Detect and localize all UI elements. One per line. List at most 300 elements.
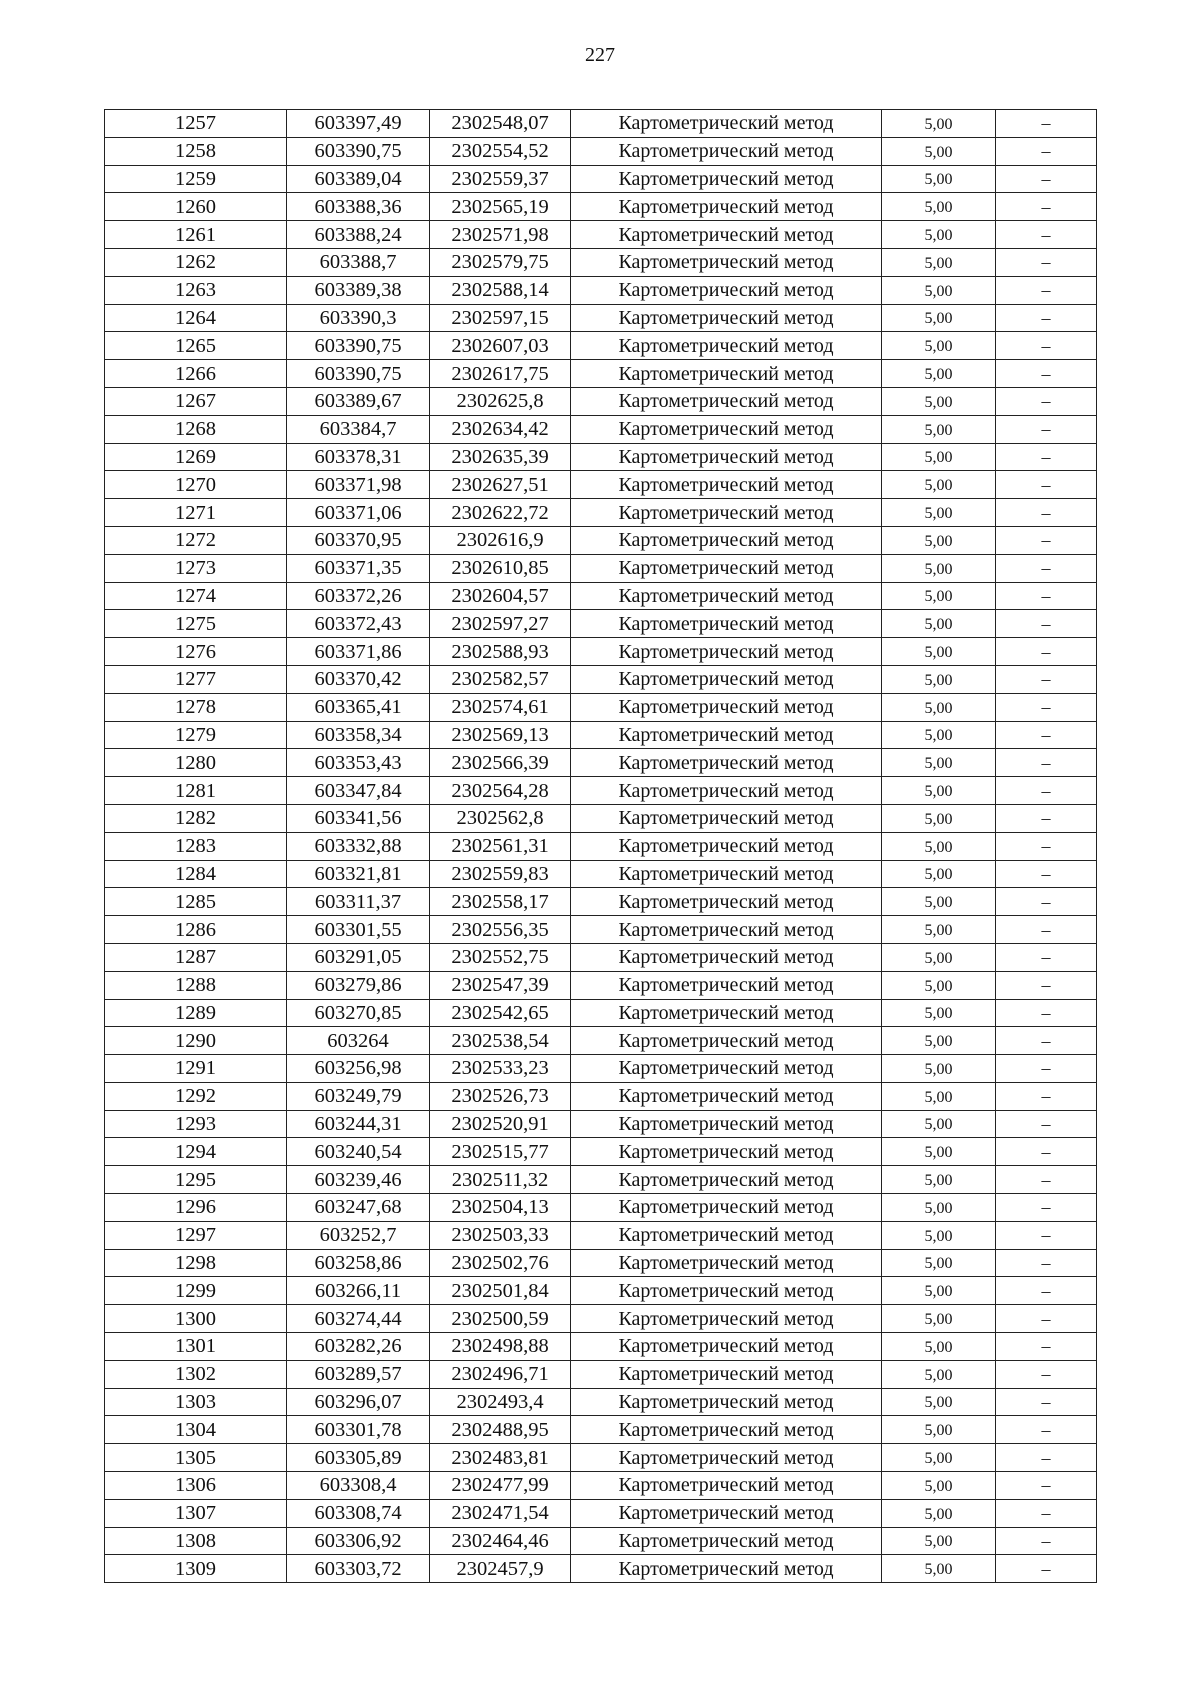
point-number-cell: 1271 (105, 499, 287, 527)
table-row (105, 943, 1097, 971)
accuracy-cell: 5,00 (882, 1055, 996, 1083)
note-cell: – (996, 721, 1097, 749)
y-coordinate-cell: 2302597,27 (430, 610, 571, 638)
x-coordinate-cell: 603370,95 (287, 526, 430, 554)
point-number-cell: 1259 (105, 165, 287, 193)
accuracy-cell: 5,00 (882, 1277, 996, 1305)
table-row (105, 665, 1097, 693)
accuracy-cell: 5,00 (882, 888, 996, 916)
x-coordinate-cell: 603371,35 (287, 554, 430, 582)
note-cell: – (996, 1499, 1097, 1527)
note-cell: – (996, 304, 1097, 332)
note-cell: – (996, 332, 1097, 360)
point-number-cell: 1272 (105, 526, 287, 554)
method-cell: Картометрический метод (571, 888, 882, 916)
point-number-cell: 1270 (105, 471, 287, 499)
accuracy-cell: 5,00 (882, 1249, 996, 1277)
method-cell: Картометрический метод (571, 1027, 882, 1055)
method-cell: Картометрический метод (571, 832, 882, 860)
method-cell: Картометрический метод (571, 804, 882, 832)
x-coordinate-cell: 603240,54 (287, 1138, 430, 1166)
y-coordinate-cell: 2302533,23 (430, 1055, 571, 1083)
x-coordinate-cell: 603389,38 (287, 276, 430, 304)
point-number-cell: 1269 (105, 443, 287, 471)
table-row (105, 1277, 1097, 1305)
x-coordinate-cell: 603266,11 (287, 1277, 430, 1305)
method-cell: Картометрический метод (571, 471, 882, 499)
y-coordinate-cell: 2302464,46 (430, 1527, 571, 1555)
accuracy-cell: 5,00 (882, 916, 996, 944)
accuracy-cell: 5,00 (882, 1444, 996, 1472)
y-coordinate-cell: 2302610,85 (430, 554, 571, 582)
accuracy-cell: 5,00 (882, 1499, 996, 1527)
note-cell: – (996, 1082, 1097, 1110)
method-cell: Картометрический метод (571, 304, 882, 332)
point-number-cell: 1296 (105, 1194, 287, 1222)
method-cell: Картометрический метод (571, 1305, 882, 1333)
method-cell: Картометрический метод (571, 1499, 882, 1527)
method-cell: Картометрический метод (571, 777, 882, 805)
x-coordinate-cell: 603279,86 (287, 971, 430, 999)
method-cell: Картометрический метод (571, 1444, 882, 1472)
accuracy-cell: 5,00 (882, 193, 996, 221)
point-number-cell: 1301 (105, 1333, 287, 1361)
x-coordinate-cell: 603370,42 (287, 665, 430, 693)
point-number-cell: 1308 (105, 1527, 287, 1555)
y-coordinate-cell: 2302579,75 (430, 248, 571, 276)
table-row (105, 276, 1097, 304)
accuracy-cell: 5,00 (882, 499, 996, 527)
table-row (105, 471, 1097, 499)
accuracy-cell: 5,00 (882, 693, 996, 721)
point-number-cell: 1264 (105, 304, 287, 332)
method-cell: Картометрический метод (571, 1388, 882, 1416)
table-row (105, 1221, 1097, 1249)
x-coordinate-cell: 603306,92 (287, 1527, 430, 1555)
note-cell: – (996, 1555, 1097, 1583)
table-row (105, 1360, 1097, 1388)
y-coordinate-cell: 2302483,81 (430, 1444, 571, 1472)
method-cell: Картометрический метод (571, 665, 882, 693)
y-coordinate-cell: 2302477,99 (430, 1472, 571, 1500)
method-cell: Картометрический метод (571, 415, 882, 443)
table-row (105, 1110, 1097, 1138)
x-coordinate-cell: 603388,36 (287, 193, 430, 221)
accuracy-cell: 5,00 (882, 777, 996, 805)
note-cell: – (996, 387, 1097, 415)
point-number-cell: 1303 (105, 1388, 287, 1416)
accuracy-cell: 5,00 (882, 1388, 996, 1416)
method-cell: Картометрический метод (571, 749, 882, 777)
method-cell: Картометрический метод (571, 860, 882, 888)
note-cell: – (996, 471, 1097, 499)
note-cell: – (996, 1444, 1097, 1472)
point-number-cell: 1276 (105, 638, 287, 666)
accuracy-cell: 5,00 (882, 165, 996, 193)
accuracy-cell: 5,00 (882, 1110, 996, 1138)
x-coordinate-cell: 603289,57 (287, 1360, 430, 1388)
method-cell: Картометрический метод (571, 499, 882, 527)
point-number-cell: 1265 (105, 332, 287, 360)
table-row (105, 443, 1097, 471)
accuracy-cell: 5,00 (882, 332, 996, 360)
note-cell: – (996, 1305, 1097, 1333)
y-coordinate-cell: 2302588,14 (430, 276, 571, 304)
x-coordinate-cell: 603372,43 (287, 610, 430, 638)
x-coordinate-cell: 603388,24 (287, 221, 430, 249)
accuracy-cell: 5,00 (882, 1305, 996, 1333)
y-coordinate-cell: 2302569,13 (430, 721, 571, 749)
coordinates-table (104, 109, 1097, 1583)
x-coordinate-cell: 603388,7 (287, 248, 430, 276)
accuracy-cell: 5,00 (882, 999, 996, 1027)
point-number-cell: 1306 (105, 1472, 287, 1500)
y-coordinate-cell: 2302500,59 (430, 1305, 571, 1333)
x-coordinate-cell: 603358,34 (287, 721, 430, 749)
note-cell: – (996, 999, 1097, 1027)
point-number-cell: 1258 (105, 137, 287, 165)
point-number-cell: 1286 (105, 916, 287, 944)
method-cell: Картометрический метод (571, 721, 882, 749)
method-cell: Картометрический метод (571, 443, 882, 471)
point-number-cell: 1261 (105, 221, 287, 249)
point-number-cell: 1309 (105, 1555, 287, 1583)
note-cell: – (996, 665, 1097, 693)
y-coordinate-cell: 2302625,8 (430, 387, 571, 415)
table-row (105, 1416, 1097, 1444)
point-number-cell: 1302 (105, 1360, 287, 1388)
accuracy-cell: 5,00 (882, 832, 996, 860)
note-cell: – (996, 165, 1097, 193)
note-cell: – (996, 1249, 1097, 1277)
method-cell: Картометрический метод (571, 1166, 882, 1194)
accuracy-cell: 5,00 (882, 1472, 996, 1500)
accuracy-cell: 5,00 (882, 443, 996, 471)
point-number-cell: 1263 (105, 276, 287, 304)
table-row (105, 526, 1097, 554)
table-row (105, 1527, 1097, 1555)
point-number-cell: 1298 (105, 1249, 287, 1277)
note-cell: – (996, 1221, 1097, 1249)
accuracy-cell: 5,00 (882, 471, 996, 499)
table-row (105, 860, 1097, 888)
accuracy-cell: 5,00 (882, 137, 996, 165)
table-row (105, 1499, 1097, 1527)
y-coordinate-cell: 2302634,42 (430, 415, 571, 443)
method-cell: Картометрический метод (571, 1082, 882, 1110)
y-coordinate-cell: 2302501,84 (430, 1277, 571, 1305)
table-row (105, 971, 1097, 999)
y-coordinate-cell: 2302558,17 (430, 888, 571, 916)
accuracy-cell: 5,00 (882, 360, 996, 388)
accuracy-cell: 5,00 (882, 582, 996, 610)
x-coordinate-cell: 603347,84 (287, 777, 430, 805)
point-number-cell: 1274 (105, 582, 287, 610)
accuracy-cell: 5,00 (882, 1333, 996, 1361)
method-cell: Картометрический метод (571, 1360, 882, 1388)
method-cell: Картометрический метод (571, 1138, 882, 1166)
method-cell: Картометрический метод (571, 110, 882, 138)
x-coordinate-cell: 603378,31 (287, 443, 430, 471)
note-cell: – (996, 1166, 1097, 1194)
table-row (105, 1055, 1097, 1083)
method-cell: Картометрический метод (571, 1249, 882, 1277)
table-row (105, 304, 1097, 332)
x-coordinate-cell: 603365,41 (287, 693, 430, 721)
method-cell: Картометрический метод (571, 554, 882, 582)
y-coordinate-cell: 2302515,77 (430, 1138, 571, 1166)
point-number-cell: 1294 (105, 1138, 287, 1166)
point-number-cell: 1288 (105, 971, 287, 999)
y-coordinate-cell: 2302616,9 (430, 526, 571, 554)
page-number: 227 (585, 44, 615, 66)
point-number-cell: 1257 (105, 110, 287, 138)
accuracy-cell: 5,00 (882, 749, 996, 777)
note-cell: – (996, 415, 1097, 443)
accuracy-cell: 5,00 (882, 526, 996, 554)
x-coordinate-cell: 603390,3 (287, 304, 430, 332)
accuracy-cell: 5,00 (882, 860, 996, 888)
x-coordinate-cell: 603252,7 (287, 1221, 430, 1249)
table-row (105, 721, 1097, 749)
accuracy-cell: 5,00 (882, 638, 996, 666)
method-cell: Картометрический метод (571, 610, 882, 638)
accuracy-cell: 5,00 (882, 304, 996, 332)
table-row (105, 693, 1097, 721)
y-coordinate-cell: 2302597,15 (430, 304, 571, 332)
x-coordinate-cell: 603301,55 (287, 916, 430, 944)
table-row (105, 749, 1097, 777)
y-coordinate-cell: 2302604,57 (430, 582, 571, 610)
table-row (105, 1194, 1097, 1222)
y-coordinate-cell: 2302520,91 (430, 1110, 571, 1138)
x-coordinate-cell: 603239,46 (287, 1166, 430, 1194)
note-cell: – (996, 1388, 1097, 1416)
x-coordinate-cell: 603390,75 (287, 360, 430, 388)
table-row (105, 1555, 1097, 1583)
note-cell: – (996, 499, 1097, 527)
x-coordinate-cell: 603305,89 (287, 1444, 430, 1472)
point-number-cell: 1262 (105, 248, 287, 276)
accuracy-cell: 5,00 (882, 1027, 996, 1055)
note-cell: – (996, 832, 1097, 860)
table-row (105, 248, 1097, 276)
note-cell: – (996, 1416, 1097, 1444)
point-number-cell: 1292 (105, 1082, 287, 1110)
table-row (105, 1138, 1097, 1166)
note-cell: – (996, 1194, 1097, 1222)
point-number-cell: 1293 (105, 1110, 287, 1138)
y-coordinate-cell: 2302471,54 (430, 1499, 571, 1527)
y-coordinate-cell: 2302607,03 (430, 332, 571, 360)
method-cell: Картометрический метод (571, 1333, 882, 1361)
accuracy-cell: 5,00 (882, 610, 996, 638)
y-coordinate-cell: 2302559,83 (430, 860, 571, 888)
note-cell: – (996, 360, 1097, 388)
method-cell: Картометрический метод (571, 1472, 882, 1500)
note-cell: – (996, 888, 1097, 916)
y-coordinate-cell: 2302526,73 (430, 1082, 571, 1110)
note-cell: – (996, 248, 1097, 276)
x-coordinate-cell: 603311,37 (287, 888, 430, 916)
x-coordinate-cell: 603390,75 (287, 137, 430, 165)
method-cell: Картометрический метод (571, 165, 882, 193)
accuracy-cell: 5,00 (882, 721, 996, 749)
y-coordinate-cell: 2302588,93 (430, 638, 571, 666)
y-coordinate-cell: 2302566,39 (430, 749, 571, 777)
accuracy-cell: 5,00 (882, 1527, 996, 1555)
note-cell: – (996, 526, 1097, 554)
table-row (105, 137, 1097, 165)
accuracy-cell: 5,00 (882, 1138, 996, 1166)
y-coordinate-cell: 2302559,37 (430, 165, 571, 193)
x-coordinate-cell: 603274,44 (287, 1305, 430, 1333)
y-coordinate-cell: 2302503,33 (430, 1221, 571, 1249)
y-coordinate-cell: 2302554,52 (430, 137, 571, 165)
accuracy-cell: 5,00 (882, 1360, 996, 1388)
x-coordinate-cell: 603244,31 (287, 1110, 430, 1138)
method-cell: Картометрический метод (571, 1055, 882, 1083)
method-cell: Картометрический метод (571, 1194, 882, 1222)
table-row (105, 499, 1097, 527)
accuracy-cell: 5,00 (882, 110, 996, 138)
x-coordinate-cell: 603341,56 (287, 804, 430, 832)
method-cell: Картометрический метод (571, 582, 882, 610)
note-cell: – (996, 110, 1097, 138)
method-cell: Картометрический метод (571, 332, 882, 360)
point-number-cell: 1260 (105, 193, 287, 221)
table-row (105, 387, 1097, 415)
method-cell: Картометрический метод (571, 137, 882, 165)
point-number-cell: 1295 (105, 1166, 287, 1194)
x-coordinate-cell: 603301,78 (287, 1416, 430, 1444)
x-coordinate-cell: 603247,68 (287, 1194, 430, 1222)
method-cell: Картометрический метод (571, 971, 882, 999)
x-coordinate-cell: 603371,98 (287, 471, 430, 499)
y-coordinate-cell: 2302457,9 (430, 1555, 571, 1583)
point-number-cell: 1304 (105, 1416, 287, 1444)
table-row (105, 832, 1097, 860)
x-coordinate-cell: 603308,74 (287, 1499, 430, 1527)
note-cell: – (996, 1055, 1097, 1083)
accuracy-cell: 5,00 (882, 1166, 996, 1194)
y-coordinate-cell: 2302511,32 (430, 1166, 571, 1194)
x-coordinate-cell: 603371,86 (287, 638, 430, 666)
table-row (105, 1472, 1097, 1500)
x-coordinate-cell: 603321,81 (287, 860, 430, 888)
y-coordinate-cell: 2302538,54 (430, 1027, 571, 1055)
method-cell: Картометрический метод (571, 1527, 882, 1555)
table-row (105, 221, 1097, 249)
method-cell: Картометрический метод (571, 638, 882, 666)
accuracy-cell: 5,00 (882, 1555, 996, 1583)
x-coordinate-cell: 603384,7 (287, 415, 430, 443)
table-row (105, 610, 1097, 638)
method-cell: Картометрический метод (571, 693, 882, 721)
y-coordinate-cell: 2302574,61 (430, 693, 571, 721)
table-row (105, 110, 1097, 138)
point-number-cell: 1273 (105, 554, 287, 582)
y-coordinate-cell: 2302488,95 (430, 1416, 571, 1444)
x-coordinate-cell: 603303,72 (287, 1555, 430, 1583)
table-row (105, 1388, 1097, 1416)
accuracy-cell: 5,00 (882, 804, 996, 832)
note-cell: – (996, 582, 1097, 610)
point-number-cell: 1284 (105, 860, 287, 888)
y-coordinate-cell: 2302498,88 (430, 1333, 571, 1361)
y-coordinate-cell: 2302552,75 (430, 943, 571, 971)
method-cell: Картометрический метод (571, 248, 882, 276)
point-number-cell: 1268 (105, 415, 287, 443)
point-number-cell: 1283 (105, 832, 287, 860)
table-row (105, 415, 1097, 443)
note-cell: – (996, 693, 1097, 721)
x-coordinate-cell: 603389,04 (287, 165, 430, 193)
method-cell: Картометрический метод (571, 526, 882, 554)
x-coordinate-cell: 603264 (287, 1027, 430, 1055)
note-cell: – (996, 777, 1097, 805)
accuracy-cell: 5,00 (882, 1221, 996, 1249)
x-coordinate-cell: 603270,85 (287, 999, 430, 1027)
accuracy-cell: 5,00 (882, 1416, 996, 1444)
point-number-cell: 1282 (105, 804, 287, 832)
table-row (105, 554, 1097, 582)
point-number-cell: 1267 (105, 387, 287, 415)
method-cell: Картометрический метод (571, 1416, 882, 1444)
method-cell: Картометрический метод (571, 1221, 882, 1249)
note-cell: – (996, 221, 1097, 249)
coordinates-table-body (105, 110, 1097, 1583)
table-row (105, 1444, 1097, 1472)
point-number-cell: 1285 (105, 888, 287, 916)
accuracy-cell: 5,00 (882, 276, 996, 304)
y-coordinate-cell: 2302504,13 (430, 1194, 571, 1222)
accuracy-cell: 5,00 (882, 971, 996, 999)
note-cell: – (996, 916, 1097, 944)
note-cell: – (996, 1527, 1097, 1555)
note-cell: – (996, 1110, 1097, 1138)
note-cell: – (996, 1360, 1097, 1388)
y-coordinate-cell: 2302547,39 (430, 971, 571, 999)
method-cell: Картометрический метод (571, 193, 882, 221)
y-coordinate-cell: 2302561,31 (430, 832, 571, 860)
note-cell: – (996, 1277, 1097, 1305)
x-coordinate-cell: 603332,88 (287, 832, 430, 860)
y-coordinate-cell: 2302635,39 (430, 443, 571, 471)
point-number-cell: 1291 (105, 1055, 287, 1083)
point-number-cell: 1290 (105, 1027, 287, 1055)
x-coordinate-cell: 603371,06 (287, 499, 430, 527)
note-cell: – (996, 1027, 1097, 1055)
table-row (105, 1027, 1097, 1055)
x-coordinate-cell: 603390,75 (287, 332, 430, 360)
method-cell: Картометрический метод (571, 387, 882, 415)
x-coordinate-cell: 603282,26 (287, 1333, 430, 1361)
accuracy-cell: 5,00 (882, 665, 996, 693)
method-cell: Картометрический метод (571, 943, 882, 971)
y-coordinate-cell: 2302502,76 (430, 1249, 571, 1277)
x-coordinate-cell: 603249,79 (287, 1082, 430, 1110)
table-row (105, 916, 1097, 944)
x-coordinate-cell: 603291,05 (287, 943, 430, 971)
method-cell: Картометрический метод (571, 221, 882, 249)
note-cell: – (996, 804, 1097, 832)
x-coordinate-cell: 603397,49 (287, 110, 430, 138)
table-row (105, 638, 1097, 666)
point-number-cell: 1279 (105, 721, 287, 749)
table-row (105, 1082, 1097, 1110)
accuracy-cell: 5,00 (882, 248, 996, 276)
